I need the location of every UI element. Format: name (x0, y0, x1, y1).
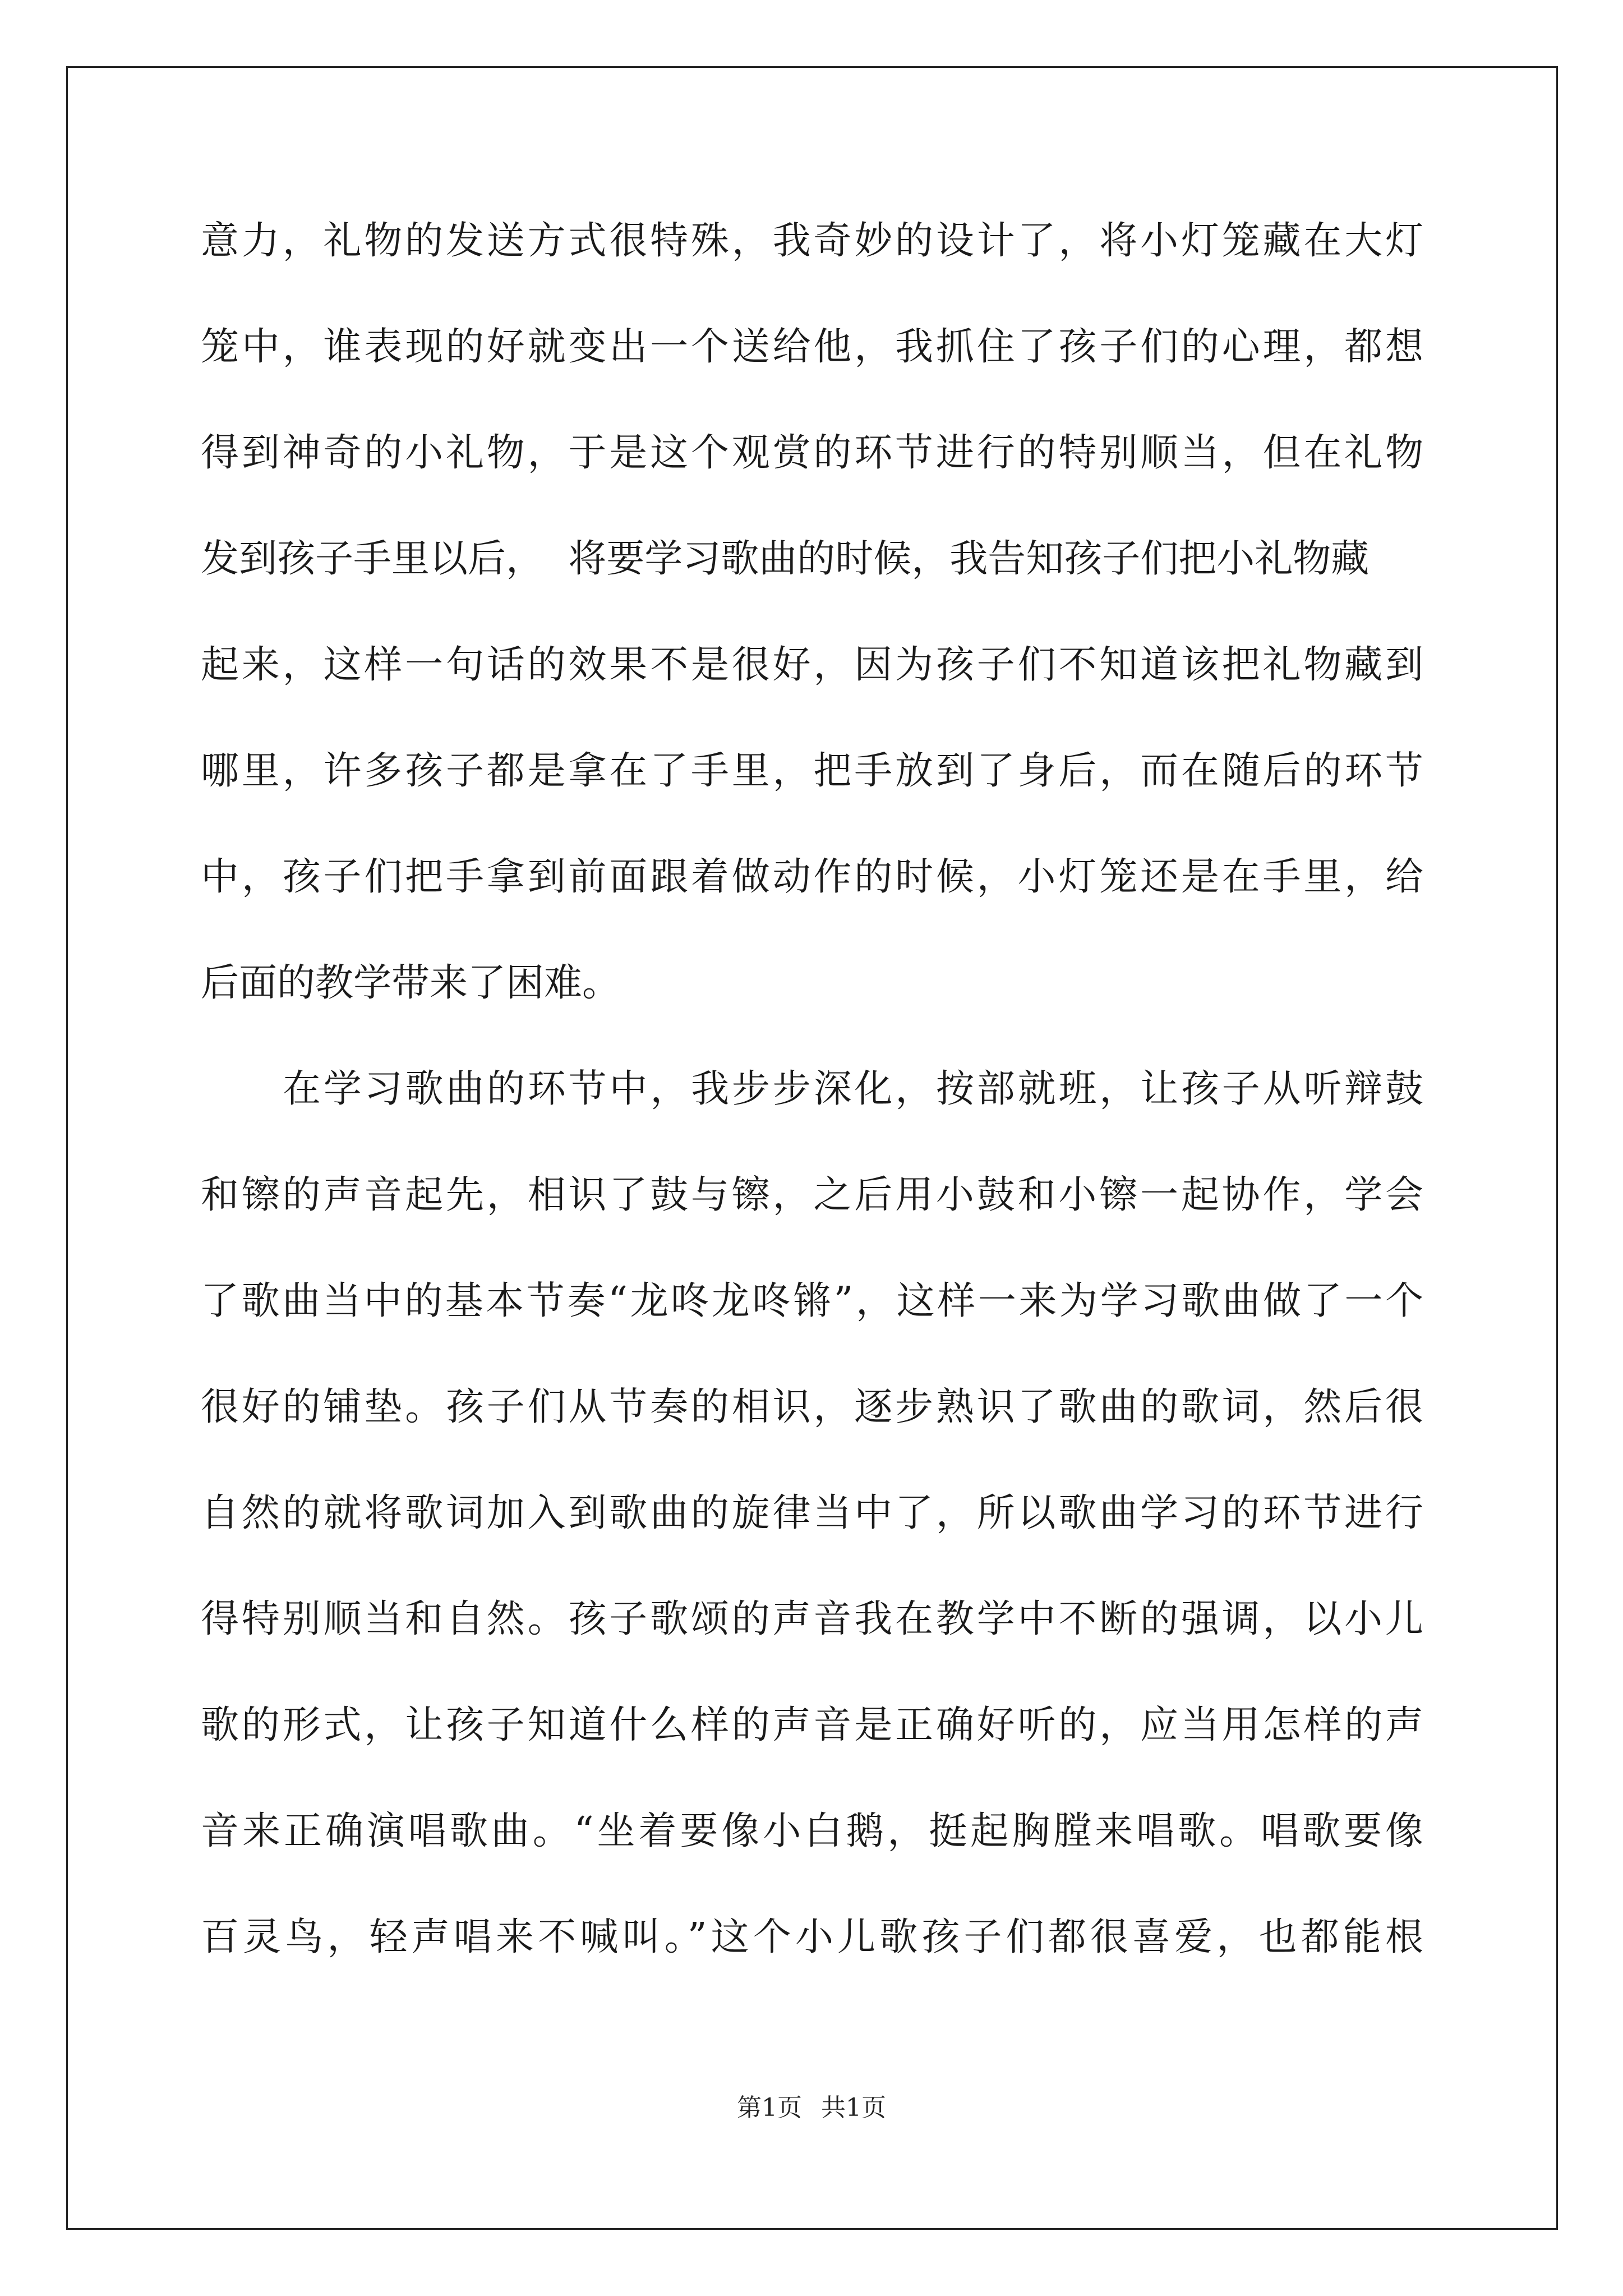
paragraph-line: 百灵鸟，轻声唱来不喊叫。”这个小儿歌孩子们都很喜爱，也都能根 (201, 1915, 1423, 1959)
paragraph-line: 自然的就将歌词加入到歌曲的旋律当中了，所以歌曲学习的环节进行 (201, 1491, 1423, 1535)
paragraph-line: 得特别顺当和自然。孩子歌颂的声音我在教学中不断的强调，以小儿 (201, 1597, 1423, 1641)
paragraph-line: 起来，这样一句话的效果不是很好，因为孩子们不知道该把礼物藏到 (201, 643, 1423, 687)
paragraph-line: 笼中，谁表现的好就变出一个送给他，我抓住了孩子们的心理，都想 (201, 325, 1423, 369)
paragraph-line: 哪里，许多孩子都是拿在了手里，把手放到了身后，而在随后的环节 (201, 749, 1423, 793)
paragraph-line: 意力，礼物的发送方式很特殊，我奇妙的设计了，将小灯笼藏在大灯 (201, 219, 1423, 263)
page-number: 第1页 (737, 2093, 802, 2122)
paragraph-line: 很好的铺垫。孩子们从节奏的相识，逐步熟识了歌曲的歌词，然后很 (201, 1385, 1423, 1429)
paragraph-line: 后面的教学带来了困难。 (201, 961, 621, 1005)
paragraph-line: 得到神奇的小礼物，于是这个观赏的环节进行的特别顺当，但在礼物 (201, 431, 1423, 475)
paragraph-line: 音来正确演唱歌曲。“坐着要像小白鹅，挺起胸膛来唱歌。唱歌要像 (201, 1809, 1423, 1853)
page-total: 共1页 (821, 2093, 886, 2122)
paragraph-line: 了歌曲当中的基本节奏“龙咚龙咚锵”，这样一来为学习歌曲做了一个 (201, 1279, 1423, 1323)
paragraph-first-line: 在学习歌曲的环节中，我步步深化，按部就班，让孩子从听辩鼓 (283, 1067, 1423, 1111)
paragraph-line: 和镲的声音起先，相识了鼓与镲，之后用小鼓和小镲一起协作，学会 (201, 1173, 1423, 1217)
paragraph-line: 中，孩子们把手拿到前面跟着做动作的时候，小灯笼还是在手里，给 (201, 855, 1423, 899)
page-footer (0, 2091, 1623, 2125)
paragraph-line: 歌的形式，让孩子知道什么样的声音是正确好听的，应当用怎样的声 (201, 1703, 1423, 1747)
paragraph-line: 发到孩子手里以后， 将要学习歌曲的时候，我告知孩子们把小礼物藏 (201, 537, 1370, 581)
